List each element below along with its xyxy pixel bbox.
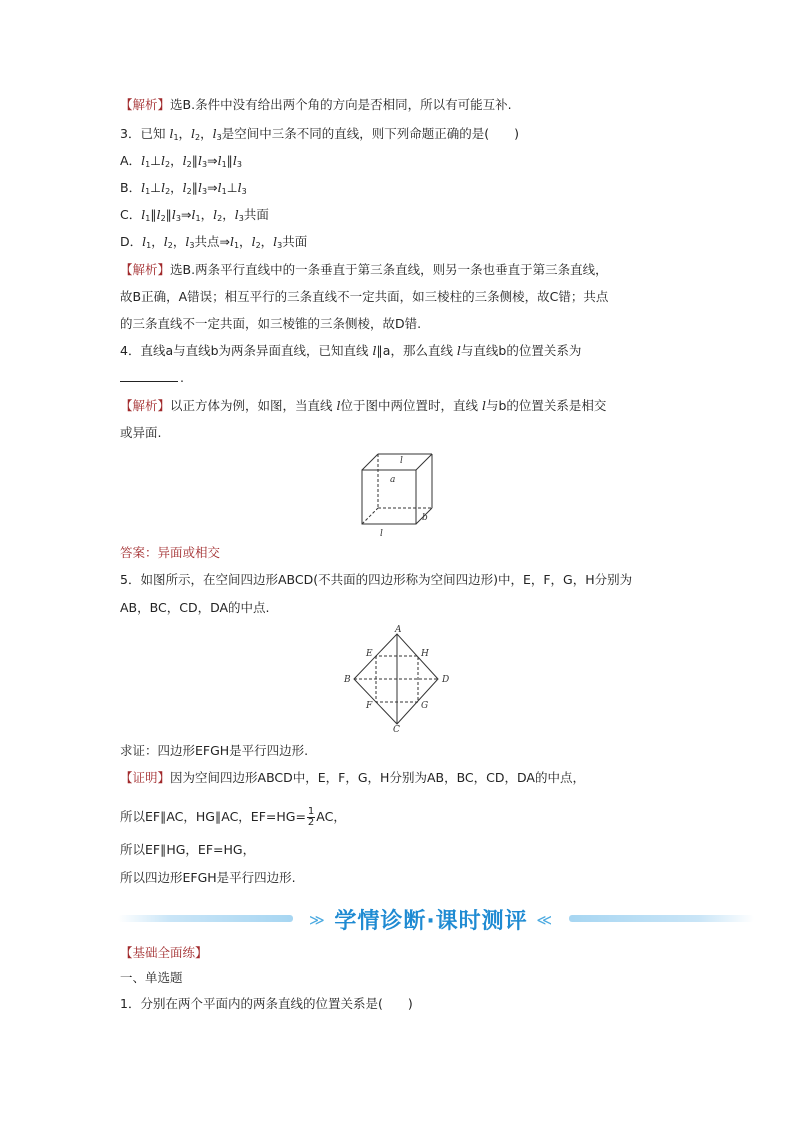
label-E: E: [366, 649, 373, 659]
comma: ，: [170, 180, 183, 195]
line-l: l: [229, 234, 234, 249]
fraction-numerator: 1: [307, 806, 315, 817]
line-l: l: [234, 207, 239, 222]
q3-option-a: [120, 153, 242, 173]
section-banner: [118, 900, 754, 936]
line-l: l: [372, 343, 377, 358]
line-l: l: [182, 180, 187, 195]
q5-proof-line3: 所以EF∥HG，EF=HG，: [120, 842, 256, 857]
sub: 2: [217, 214, 223, 223]
q5-proof-line4: 所以四边形EFGH是平行四边形.: [120, 870, 296, 885]
label-a: a: [390, 475, 396, 485]
parallel-symbol: ∥: [191, 153, 198, 168]
sub: 3: [241, 187, 247, 196]
sub: 1: [233, 241, 240, 250]
analysis-text: 选B.两条平行直线中的一条垂直于第三条直线，则另一条也垂直于第三条直线，: [170, 262, 608, 277]
comma: ，: [172, 234, 186, 249]
proof-text: 所以EF∥AC，HG∥AC，EF=HG=: [120, 809, 306, 824]
q4-answer-blank-line: [120, 370, 184, 386]
q5-prove: 求证：四边形EFGH是平行四边形.: [120, 743, 309, 758]
sub: 3: [202, 160, 208, 169]
comma: ，: [178, 126, 192, 141]
q4-stem-text: 与直线b的位置关系为: [460, 343, 582, 358]
sub: 3: [238, 214, 244, 223]
q3-stem: [120, 126, 519, 146]
line-l: l: [182, 153, 187, 168]
cube-hidden-edge: [362, 508, 378, 524]
answer-blank: [120, 371, 178, 382]
line-l: l: [336, 398, 341, 413]
implies-symbol: ⇒: [219, 234, 230, 249]
analysis-text: 与b的位置关系是相交: [485, 398, 607, 413]
implies-symbol: ⇒: [207, 180, 218, 195]
q4-analysis-line1: [120, 398, 606, 414]
q3-analysis-line3: 的三条直线不一定共面，如三棱锥的三条侧棱，故D错.: [120, 316, 422, 331]
comma: ，: [260, 234, 274, 249]
label-B: B: [344, 675, 351, 685]
sub: 2: [195, 133, 201, 142]
option-label: B．: [120, 180, 142, 195]
q5-stem-line2: AB，BC，CD，DA的中点.: [120, 600, 270, 615]
line-l: l: [161, 153, 166, 168]
line-l: l: [191, 207, 196, 222]
banner-bar-left: [118, 915, 293, 922]
sub: 2: [167, 241, 173, 250]
q2-analysis: [120, 97, 512, 113]
fraction-denominator: 2: [307, 817, 315, 828]
parallel-symbol: ∥: [150, 207, 157, 222]
cube-edge: [362, 454, 378, 470]
section-subheading: 一、单选题: [120, 970, 183, 985]
comma: ，: [170, 153, 183, 168]
sub: 3: [277, 241, 283, 250]
label-C: C: [393, 725, 400, 734]
label-l-top: l: [400, 456, 403, 466]
question-1: 1．分别在两个平面内的两条直线的位置关系是( ): [120, 996, 413, 1011]
comma: ，: [239, 234, 252, 249]
quadrilateral-figure: [340, 624, 460, 734]
label-b: b: [422, 513, 428, 523]
coplanar-text: 共面: [243, 207, 269, 222]
label-D: D: [442, 675, 450, 685]
sub: 3: [189, 241, 195, 250]
perp-symbol: ⊥: [226, 180, 238, 195]
line-l: l: [213, 207, 218, 222]
sub: 1: [195, 214, 201, 223]
coplanar-text: 共面: [282, 234, 308, 249]
q3-analysis-line1: [120, 262, 608, 278]
line-l: l: [456, 343, 461, 358]
section-tag: 【基础全面练】: [120, 945, 208, 960]
sub: 1: [146, 241, 152, 250]
q3-stem-suffix: 是空间中三条不同的直线，则下列命题正确的是( ): [221, 126, 520, 141]
sub: 1: [145, 187, 151, 196]
sub: 2: [186, 187, 192, 196]
sub: 2: [255, 241, 261, 250]
q3-option-d: [120, 234, 307, 254]
analysis-text: 位于图中两位置时，直线: [340, 398, 482, 413]
line-l: l: [232, 153, 237, 168]
line-l: l: [142, 234, 147, 249]
q5-proof-line1: [120, 770, 585, 786]
analysis-tag: 【解析】: [120, 97, 171, 112]
line-l: l: [212, 126, 217, 141]
double-chevron-left-icon: ≪: [536, 911, 554, 929]
line-l: l: [169, 126, 174, 141]
q3-option-b: [120, 180, 247, 200]
sub: 2: [165, 187, 171, 196]
parallel-symbol: ∥: [165, 207, 172, 222]
perp-symbol: ⊥: [150, 153, 162, 168]
cube-figure: [350, 448, 440, 538]
analysis-text: 选B.条件中没有给出两个角的方向是否相同，所以有可能互补.: [170, 97, 512, 112]
line-l: l: [191, 126, 196, 141]
line-l: l: [251, 234, 256, 249]
analysis-text: 以正方体为例，如图，当直线: [170, 398, 337, 413]
label-F: F: [366, 701, 373, 711]
q4-stem: [120, 343, 581, 359]
period: .: [180, 370, 184, 385]
q5-stem-line1: 5．如图所示，在空间四边形ABCD(不共面的四边形称为空间四边形)中，E，F，G，H分别为: [120, 572, 633, 587]
banner-bar-right: [569, 915, 754, 922]
sub: 2: [186, 160, 192, 169]
sub: 1: [173, 133, 179, 142]
copoint-text: 共点: [194, 234, 220, 249]
analysis-tag: 【解析】: [120, 398, 171, 413]
banner-title: [293, 904, 569, 935]
sub: 1: [221, 160, 227, 169]
comma: ，: [200, 207, 214, 222]
comma: ，: [151, 234, 164, 249]
line-l: l: [481, 398, 486, 413]
sub: 2: [165, 160, 171, 169]
sub: 1: [145, 214, 151, 223]
sub: 3: [175, 214, 182, 223]
q4-answer: 答案：异面或相交: [120, 545, 221, 560]
label-G: G: [421, 701, 429, 711]
perp-symbol: ⊥: [150, 180, 162, 195]
line-l: l: [171, 207, 176, 222]
implies-symbol: ⇒: [181, 207, 192, 222]
line-l: l: [217, 153, 222, 168]
line-l: l: [185, 234, 190, 249]
q4-stem-text: ∥a，那么直线: [376, 343, 457, 358]
line-l: l: [161, 180, 166, 195]
implies-symbol: ⇒: [207, 153, 218, 168]
q3-analysis-line2: 故B正确，A错误；相互平行的三条直线不一定共面，如三棱柱的三条侧棱，故C错；共点: [120, 289, 609, 304]
parallel-symbol: ∥: [191, 180, 199, 195]
analysis-tag: 【解析】: [120, 262, 171, 277]
line-l: l: [217, 180, 222, 195]
q3-stem-prefix: 3．已知: [120, 126, 170, 141]
sub: 3: [236, 160, 243, 169]
q4-stem-text: 4．直线a与直线b为两条异面直线，已知直线: [120, 343, 373, 358]
label-H: H: [421, 649, 429, 659]
option-label: A．: [120, 153, 142, 168]
option-label: C．: [120, 207, 142, 222]
line-l: l: [141, 153, 146, 168]
q5-proof-line2: [120, 807, 346, 828]
q4-analysis-line2: 或异面.: [120, 425, 162, 440]
line-l: l: [156, 207, 161, 222]
line-l: l: [163, 234, 168, 249]
comma: ，: [200, 126, 213, 141]
proof-tag: 【证明】: [120, 770, 171, 785]
line-l: l: [198, 153, 202, 168]
sub: 3: [202, 187, 208, 196]
banner-title-text: 学情诊断·课时测评: [334, 909, 528, 934]
line-l: l: [141, 180, 146, 195]
sub: 1: [221, 187, 227, 196]
line-l: l: [237, 180, 242, 195]
fraction-one-half: [307, 807, 315, 828]
parallel-symbol: ∥: [226, 153, 233, 168]
option-label: D．: [120, 234, 143, 249]
sub: 3: [216, 133, 222, 142]
cube-edge: [416, 454, 432, 470]
line-l: l: [141, 207, 146, 222]
line-l: l: [273, 234, 278, 249]
q3-option-c: [120, 207, 269, 227]
proof-text: AC，: [316, 809, 346, 824]
double-chevron-right-icon: ≫: [308, 911, 326, 929]
label-A: A: [395, 625, 402, 635]
sub: 2: [160, 214, 166, 223]
label-l-bottom: l: [380, 529, 383, 538]
proof-text: 因为空间四边形ABCD中，E，F，G，H分别为AB，BC，CD，DA的中点，: [170, 770, 585, 785]
comma: ，: [222, 207, 235, 222]
sub: 1: [145, 160, 151, 169]
line-l: l: [198, 180, 203, 195]
